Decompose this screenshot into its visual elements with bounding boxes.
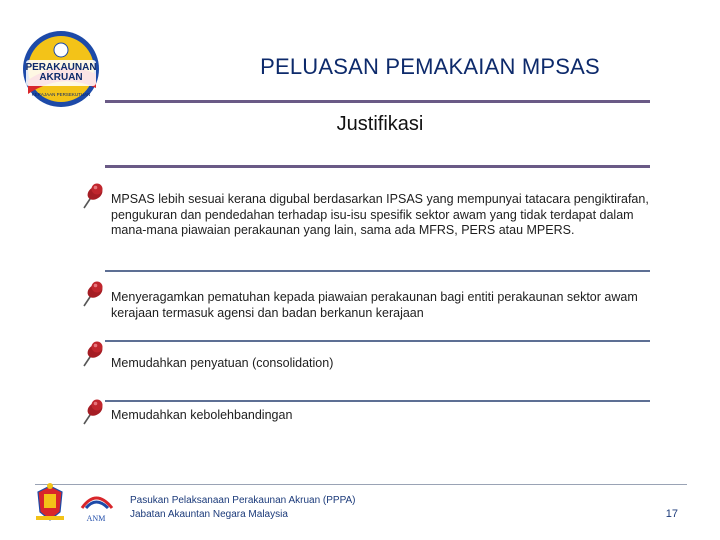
footer-text xyxy=(130,494,356,522)
title-divider xyxy=(105,100,650,103)
footer-organization: Pasukan Pelaksanaan Perakaunan Akruan (PPPA) xyxy=(130,495,356,506)
bullet-divider xyxy=(105,340,650,342)
bullet-divider xyxy=(105,270,650,272)
section-subtitle: Justifikasi xyxy=(336,113,424,135)
footer-logos xyxy=(30,478,120,526)
bullet-divider xyxy=(105,400,650,402)
bullet-text-1: MPSAS lebih sesuai kerana digubal berdasarkan IPSAS yang mempunyai tatacara pengiktirafan, pengukuran dan pendedahan terhadap isu-isu spesifik sektor awam yang tidak terdapat dalam mana-mana piawaian perakaunan yang lain, sama ada MFRS, PERS atau MPERS. xyxy=(111,192,649,238)
pushpin-icon xyxy=(78,180,106,210)
logo-line3: KERAJAAN PERSEKUTUAN xyxy=(31,92,91,97)
page-title: PELUASAN PEMAKAIAN MPSAS xyxy=(260,54,600,79)
logo-line1: PERAKAUNAN xyxy=(25,62,97,73)
logo-line2: AKRUAN xyxy=(39,72,83,83)
bullet-text-3: Memudahkan penyatuan (consolidation) xyxy=(111,356,334,370)
pushpin-icon xyxy=(78,338,106,368)
page-number: 17 xyxy=(665,508,678,520)
footer-department: Jabatan Akauntan Negara Malaysia xyxy=(130,509,288,520)
subtitle-divider xyxy=(105,165,650,168)
pushpin-icon xyxy=(78,396,106,426)
anm-label: ANM xyxy=(86,514,106,523)
bullet-text-4: Memudahkan kebolehbandingan xyxy=(111,408,293,422)
bullet-text-2: Menyeragamkan pematuhan kepada piawaian perakaunan bagi entiti perakaunan sektor awam kerajaan termasuk agensi dan badan berkanun kerajaan xyxy=(111,290,638,320)
pushpin-icon xyxy=(78,278,106,308)
anm-logo-icon xyxy=(82,498,112,523)
coat-of-arms-icon xyxy=(36,483,64,520)
perakaunan-akruan-logo xyxy=(20,28,102,110)
footer-divider xyxy=(35,484,687,485)
